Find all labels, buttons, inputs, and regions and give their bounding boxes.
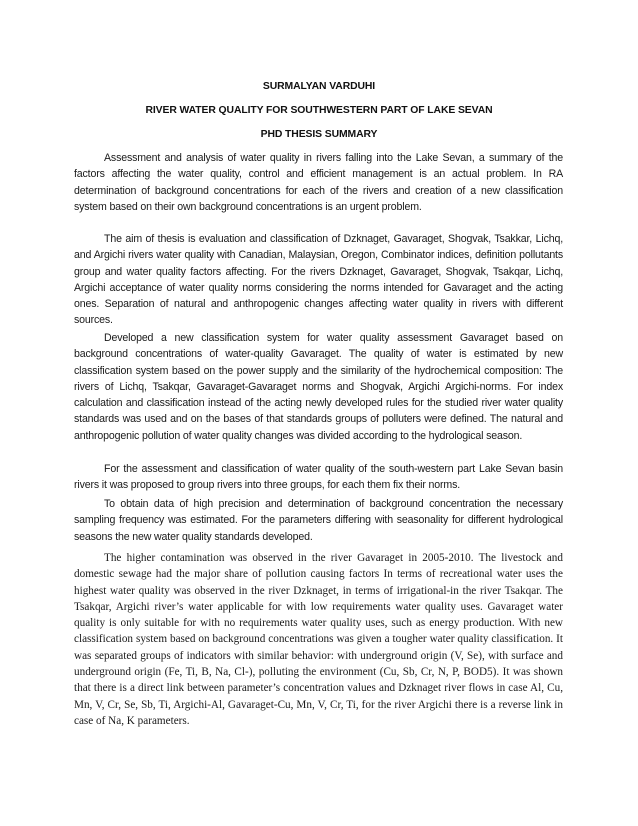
document-subtitle: PHD THESIS SUMMARY: [260, 129, 378, 140]
thesis-title: RIVER WATER QUALITY FOR SOUTHWESTERN PART OF LAKE SEVAN: [145, 105, 493, 116]
author-name: SURMALYAN VARDUHI: [262, 81, 376, 92]
paragraph: The higher contamination was observed in the river Gavaraget in 2005-2010. The livestock and domestic sewage had the major share of pollution causing factors In terms of recreational water uses the highest water quality was observed in the river Dzknaget, in terms of irrigational-in the river Tsakqar. The Tsakqar, Argichi river’s water applicable for with low requirements water quality uses. Gavaraget water quality is only suitable for with no requirements water quality uses, such as energy production. With new classification system based on background concentrations was given a tougher water quality classification. It was separated groups of indicators with similar behavior: with underground origin (V, Se), with surface and underground origin (Fe, Ti, B, Na, Cl-), polluting the environment (Cu, Sb, Cr, N, P, BOD5). It was shown that there is a direct link between parameter’s concentration values and Dzknaget river flows in case Al, Cu, Mn, V, Cr, Se, Sb, Ti, Argichi-Al, Gavaraget-Cu, Mn, V, Cr, Ti, for the river Argichi there is a reverse link in case of Na, K parameters.: [74, 552, 563, 727]
paragraph: Developed a new classification system for water quality assessment Gavaraget based on background concentrations of water-quality Gavaraget. The quality of water is estimated by new classification system based on the power supply and the similarity of the hydrochemical composition: The rivers of Lichq, Tsakqar, Gavaraget-Gavaraget norms and Shogvak, Argichi Argichi-norms. For index calculation and classification instead of the acting newly developed rules for the studied river water quality standards was used and on the bases of that standards groups of polluters were defined. The natural and anthropogenic pollution of water quality changes was divided according to the hydrological season.: [74, 332, 563, 442]
paragraph: The aim of thesis is evaluation and classification of Dzknaget, Gavaraget, Shogvak, Tsakkar, Lichq, and Argichi rivers water quality with Canadian, Malaysian, Oregon, Combinator indices, definition pollutants group and water quality factors affecting. For the rivers Dzknaget, Gavaraget, Shogvak, Tsakqar, Lichq, Argichi acceptance of water quality norms considering the norms intended for Gavaraget and the acting ones. Separation of natural and anthropogenic changes affecting water quality in rivers with different sources.: [74, 233, 563, 327]
paragraph: For the assessment and classification of water quality of the south-western part Lake Sevan basin rivers it was proposed to group rivers into three groups, for each them fix their norms.: [74, 463, 563, 492]
paragraph: To obtain data of high precision and determination of background concentration the necessary sampling frequency was estimated. For the parameters differing with seasonality for different hydrological seasons the new water quality standards developed.: [74, 498, 563, 543]
paragraph: Assessment and analysis of water quality in rivers falling into the Lake Sevan, a summary of the factors affecting the water quality, control and efficient management is an actual problem. In RA determination of background concentrations for each of the rivers and creation of a new classification system based on their own background concentrations is an urgent problem.: [74, 152, 563, 213]
